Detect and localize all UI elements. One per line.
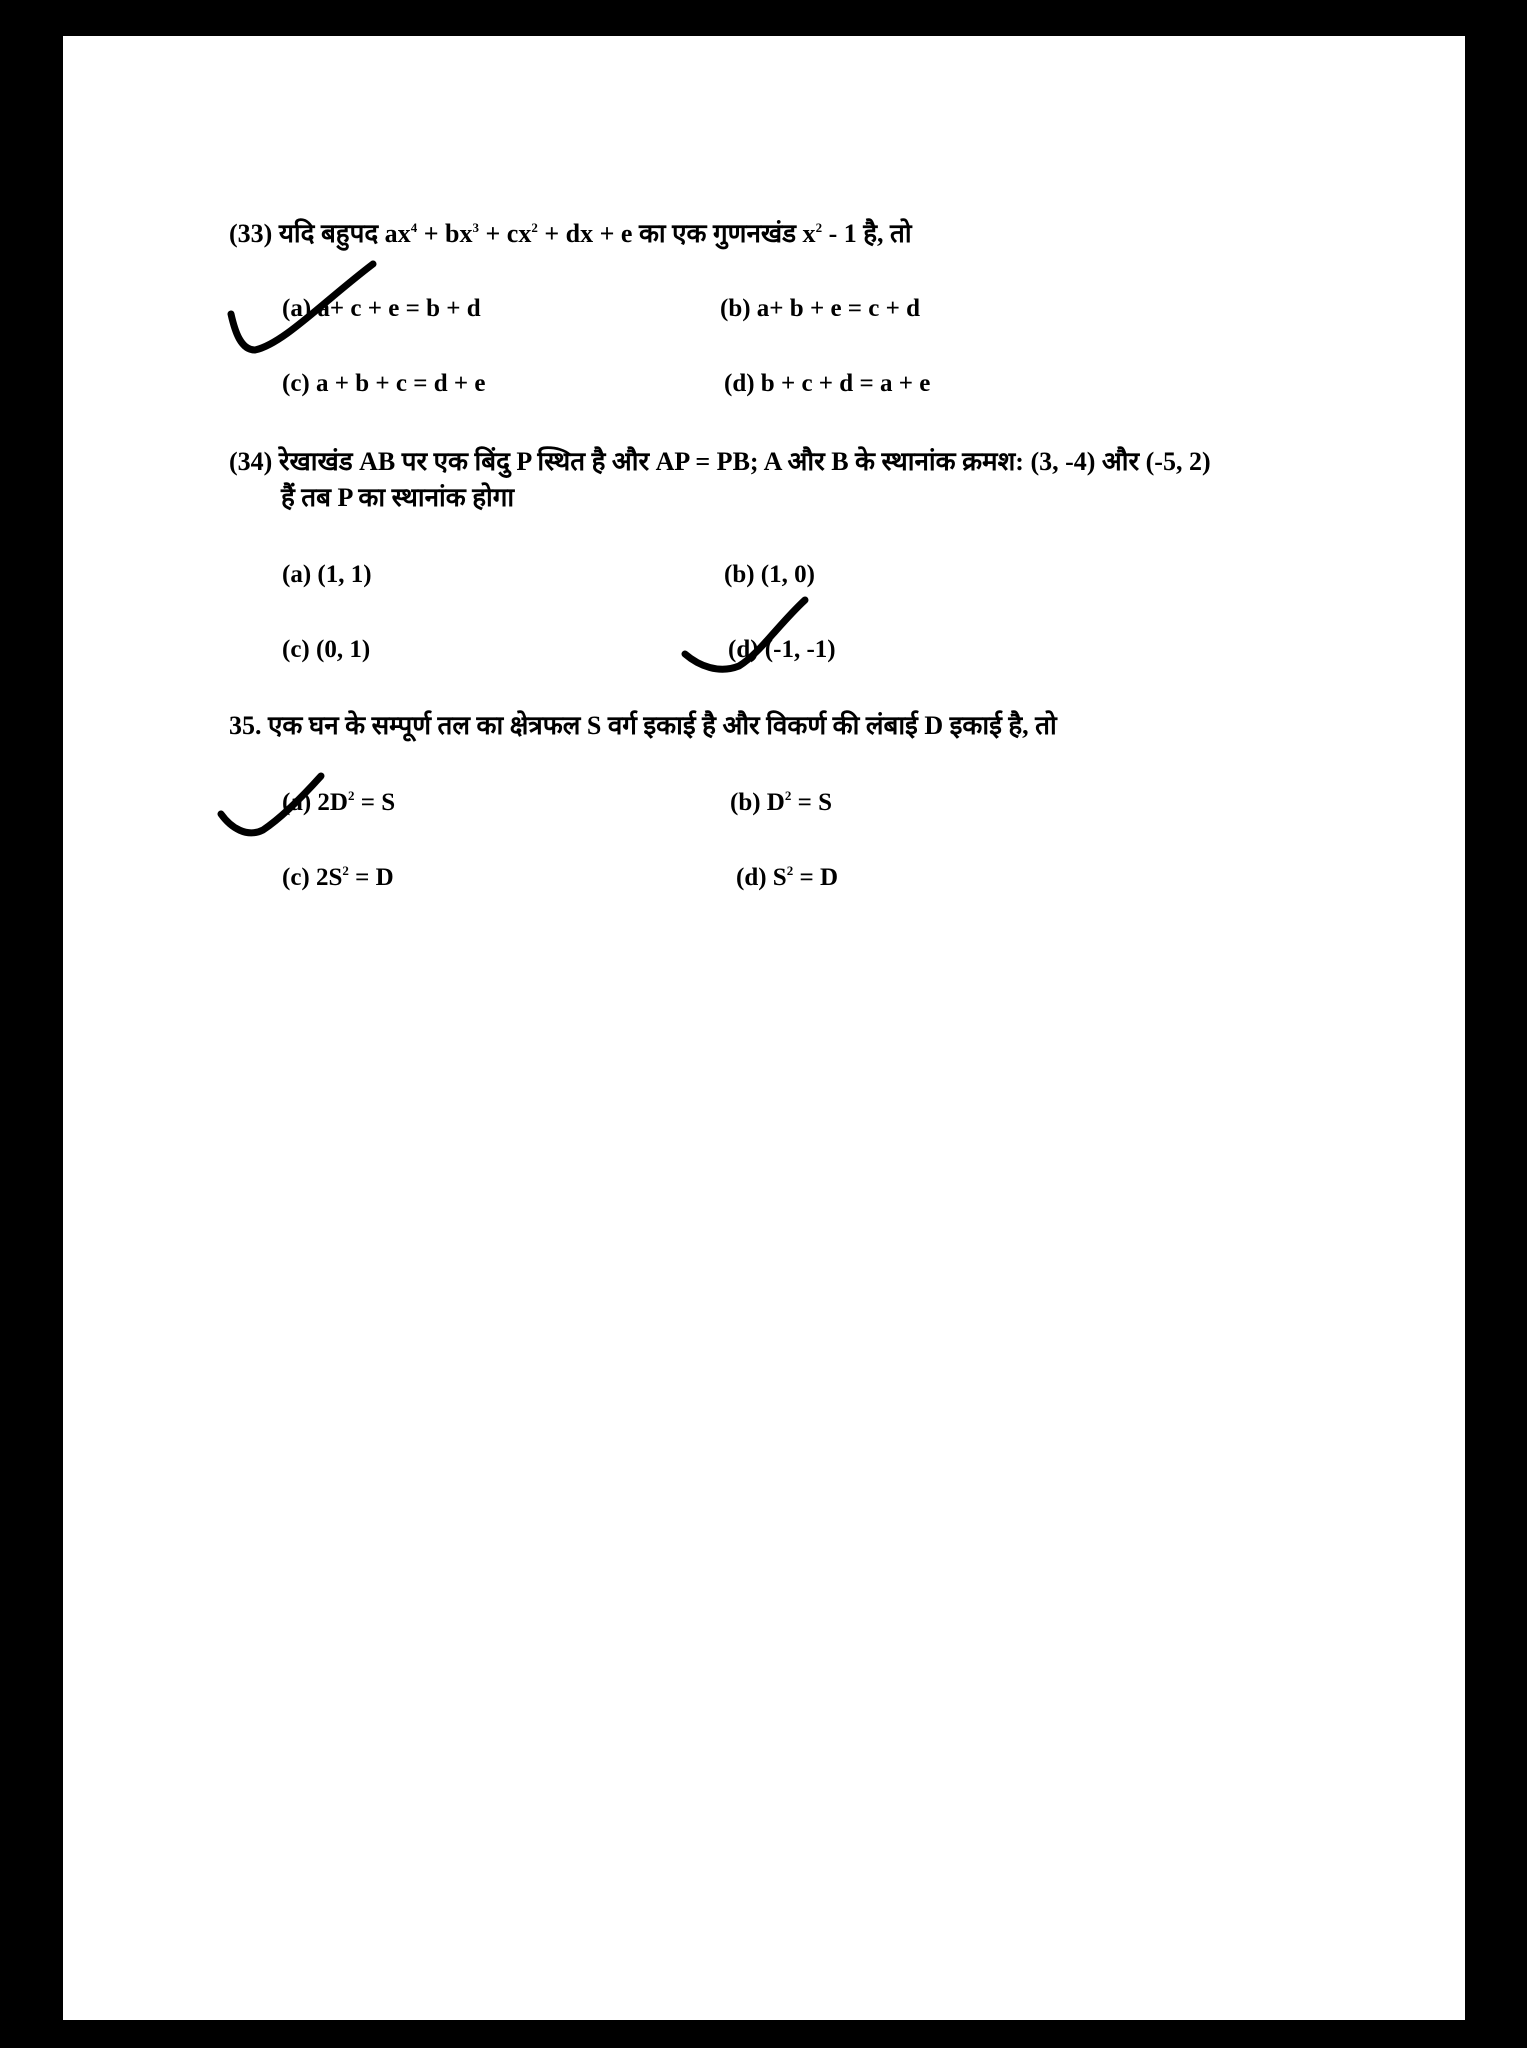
- question-34-line-2: हैं तब P का स्थानांक होगा: [281, 483, 515, 512]
- q34-option-c[interactable]: (c) (0, 1): [282, 636, 371, 663]
- question-text: एक घन के सम्पूर्ण तल का क्षेत्रफल S वर्ग इकाई है और विकर्ण की लंबाई D इकाई है, तो: [268, 711, 1057, 740]
- question-33: [229, 218, 912, 249]
- q34-option-d[interactable]: (d) (-1, -1): [728, 636, 836, 663]
- question-text: रेखाखंड AB पर एक बिंदु P स्थित है और AP = PB; A और B के स्थानांक क्रमश: (3, -4) और (-5, 2): [278, 447, 1211, 476]
- q33-option-c[interactable]: (c) a + b + c = d + e: [282, 370, 486, 397]
- q33-option-a[interactable]: (a) a+ c + e = b + d: [282, 295, 481, 322]
- q33-option-d[interactable]: (d) b + c + d = a + e: [724, 370, 931, 397]
- question-35: [229, 710, 1057, 741]
- q33-option-b[interactable]: (b) a+ b + e = c + d: [720, 295, 921, 322]
- question-text: यदि बहुपद $ax^4 + bx^3 + cx^2$ + dx + e का एक गुणनखंड $x^2 - 1$ है, तो: [278, 219, 912, 248]
- exam-page: [63, 36, 1465, 2020]
- q35-option-b[interactable]: (b) $D^2 = S$: [730, 788, 833, 816]
- q34-option-b[interactable]: (b) (1, 0): [724, 561, 815, 588]
- question-number: (33): [229, 219, 273, 248]
- q35-option-c[interactable]: (c) $2S^2 = D$: [282, 863, 394, 891]
- question-number: 35.: [229, 711, 262, 740]
- q35-option-d[interactable]: (d) $S^2 = D$: [736, 863, 839, 891]
- q34-option-a[interactable]: (a) (1, 1): [282, 561, 372, 588]
- question-34: [229, 446, 1211, 477]
- q35-option-a[interactable]: (a) $2D^2 = S$: [282, 788, 396, 816]
- question-number: (34): [229, 447, 273, 476]
